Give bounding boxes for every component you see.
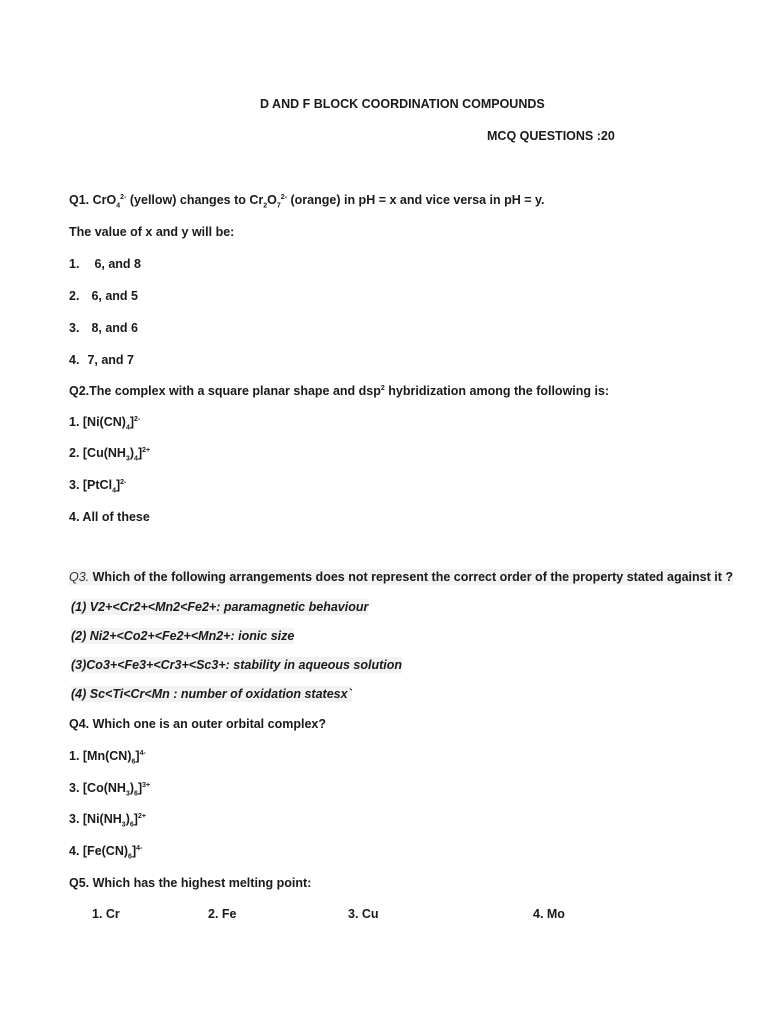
q4-opt4-b: ]	[131, 844, 137, 858]
q2-opt2-sub1: 3	[125, 455, 130, 463]
q4-option-2	[69, 780, 150, 796]
q1-cr2o7-sup: 2-	[280, 193, 288, 201]
q1-cr2o7-sub2: 7	[276, 202, 281, 210]
q5-question-line: Q5. Which has the highest melting point:	[69, 876, 312, 890]
q2-opt1-a: 1. [Ni(CN)	[69, 415, 126, 429]
q2-text-a: Q2.The complex with a square planar shape and dsp	[69, 384, 381, 398]
q1-option-2-num: 2.	[69, 289, 80, 303]
q2-opt3-sup: 2-	[120, 478, 127, 486]
q4-opt2-c: ]	[137, 781, 143, 795]
q3-option-2: (2) Ni2+<Co2+<Fe2+<Mn2+: ionic size	[71, 629, 295, 643]
q3-option-1: (1) V2+<Cr2+<Mn2<Fe2+: paramagnetic behaviour	[71, 600, 369, 614]
q5-option-1: 1. Cr	[92, 907, 120, 921]
document-subtitle: MCQ QUESTIONS :20	[487, 129, 615, 143]
q2-opt3-a: 3. [PtCl	[69, 478, 113, 492]
q4-opt4-a: 4. [Fe(CN)	[69, 844, 129, 858]
q4-opt1-sup: 4-	[139, 749, 146, 757]
q1-cr2o7-b: O	[267, 193, 277, 207]
q4-opt3-b: )	[125, 812, 130, 826]
q2-opt1-b: ]	[129, 415, 135, 429]
q4-opt4-sup: 4-	[136, 844, 143, 852]
q4-opt3-sub1: 3	[121, 821, 126, 829]
q2-opt1-sup: 2-	[134, 415, 141, 423]
q5-option-2: 2. Fe	[208, 907, 237, 921]
q1-option-1-num: 1.	[69, 257, 80, 271]
q2-question-line	[69, 383, 609, 399]
q2-option-1	[69, 414, 140, 430]
q2-opt2-sup: 2+	[142, 446, 151, 454]
q4-option-4	[69, 843, 142, 859]
document-title: D AND F BLOCK COORDINATION COMPOUNDS	[260, 97, 545, 111]
q1-question-line2: The value of x and y will be:	[69, 225, 235, 239]
q2-option-3	[69, 477, 126, 493]
q3-question-line	[69, 569, 733, 585]
q4-option-1	[69, 748, 146, 764]
q2-opt2-b: )	[129, 446, 135, 460]
q2-option-4: 4. All of these	[69, 510, 150, 524]
q2-opt1-sub: 4	[125, 424, 130, 432]
q5-option-3: 3. Cu	[348, 907, 379, 921]
q4-opt2-sub2: 6	[134, 790, 138, 798]
q1-mid2: (orange) in pH = x and vice versa in pH = y.	[287, 193, 545, 207]
q1-option-4-text: 7, and 7	[87, 353, 134, 367]
q1-option-1-text: 6, and 8	[94, 257, 141, 271]
q4-opt1-a: 1. [Mn(CN)	[69, 749, 132, 763]
q1-cro4-sup: 2-	[120, 193, 127, 201]
q1-question-line	[69, 192, 545, 208]
q1-cro4-sub: 4	[116, 202, 121, 210]
q5-option-4: 4. Mo	[533, 907, 565, 921]
q1-cro4: CrO	[92, 193, 117, 207]
q1-option-2	[69, 288, 138, 304]
q2-opt2-c: ]	[137, 446, 143, 460]
q2-sup: 2	[380, 384, 385, 392]
q1-option-3	[69, 320, 138, 336]
q4-opt2-a: 3. [Co(NH	[69, 781, 126, 795]
q3-option-4: (4) Sc<Ti<Cr<Mn : number of oxidation statesx`	[71, 687, 352, 701]
q1-label: Q1.	[69, 193, 90, 207]
q4-opt1-sub: 6	[131, 758, 136, 766]
q1-option-4-num: 4.	[69, 353, 80, 367]
q3-text: Which of the following arrangements does not represent the correct order of the property stated against it ?	[89, 570, 733, 584]
q4-option-3	[69, 811, 146, 827]
q1-option-4	[69, 352, 134, 368]
q2-opt3-sub: 4	[112, 487, 116, 495]
q4-opt2-sup: 3+	[142, 781, 151, 789]
q2-opt2-a: 2. [Cu(NH	[69, 446, 126, 460]
q4-opt1-b: ]	[135, 749, 140, 763]
q1-option-3-text: 8, and 6	[91, 321, 138, 335]
q2-opt3-b: ]	[115, 478, 121, 492]
q4-opt3-sub2: 6	[129, 821, 134, 829]
q2-opt2-sub2: 4	[134, 455, 138, 463]
q4-opt2-b: )	[129, 781, 135, 795]
q2-text-b: hybridization among the following is:	[384, 384, 610, 398]
q4-question-line: Q4. Which one is an outer orbital complex?	[69, 717, 326, 731]
q4-opt4-sub: 6	[128, 853, 132, 861]
q4-opt3-a: 3. [Ni(NH	[69, 812, 122, 826]
q1-cr2o7-a: Cr	[249, 193, 264, 207]
q1-option-2-text: 6, and 5	[91, 289, 138, 303]
q4-opt2-sub1: 3	[125, 790, 130, 798]
q1-option-1	[69, 256, 141, 272]
q1-cr2o7-sub1: 2	[263, 202, 268, 210]
q1-option-3-num: 3.	[69, 321, 80, 335]
q4-opt3-c: ]	[133, 812, 138, 826]
q3-label: Q3.	[69, 570, 90, 584]
q1-mid1: (yellow) changes to	[126, 193, 250, 207]
q2-option-2	[69, 445, 150, 461]
q3-option-3: (3)Co3+<Fe3+<Cr3+<Sc3+: stability in aqueous solution	[71, 658, 403, 672]
q4-opt3-sup: 2+	[137, 812, 146, 820]
